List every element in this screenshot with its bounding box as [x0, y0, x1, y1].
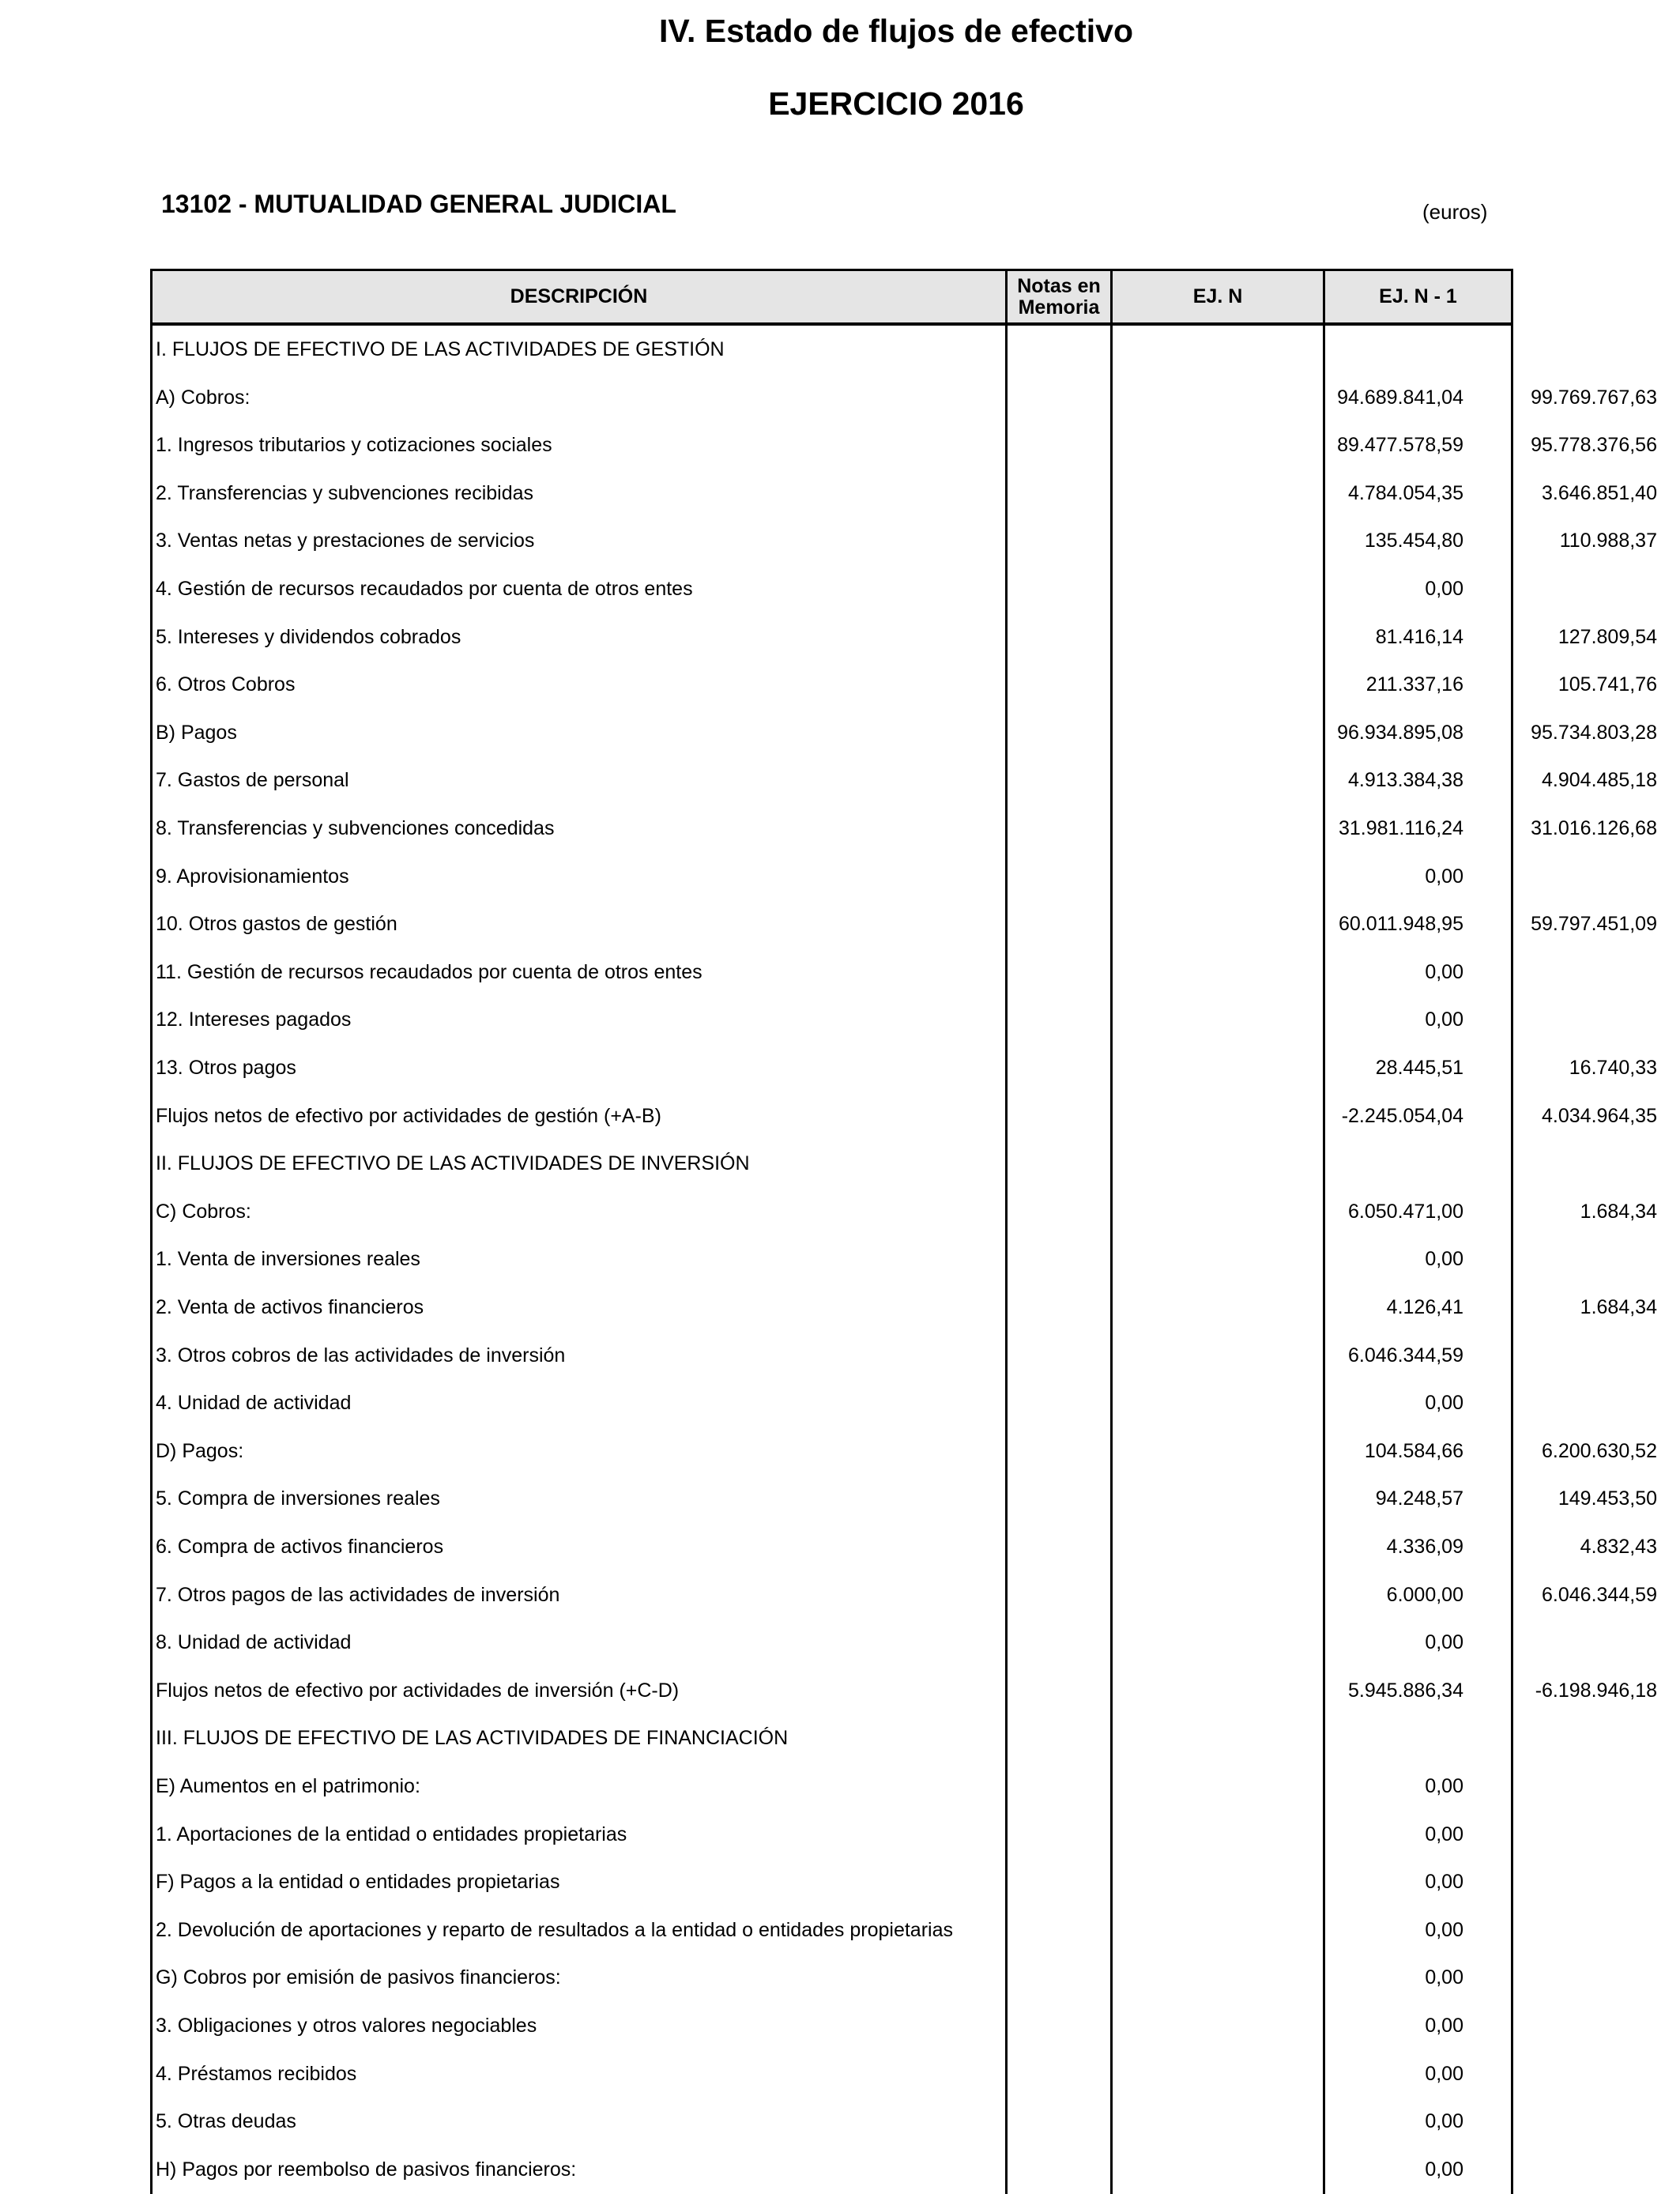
table-row [150, 1284, 1657, 1331]
row-description: D) Pagos: [156, 1439, 244, 1462]
row-description: 13. Otros pagos [156, 1057, 296, 1079]
row-value-ej-n: 0,00 [1425, 2110, 1463, 2133]
row-value-ej-n1 [1320, 2146, 1657, 2193]
row-value-ej-n1 [1320, 565, 1657, 613]
row-value-ej-n1 [1320, 948, 1657, 996]
row-value-ej-n: 60.011.948,95 [1338, 913, 1463, 936]
row-description: 3. Obligaciones y otros valores negociables [156, 2015, 537, 2037]
row-value-ej-n1 [1320, 326, 1657, 373]
row-value-ej-n: 94.689.841,04 [1337, 386, 1463, 409]
row-description: E) Aumentos en el patrimonio: [156, 1775, 420, 1797]
row-value-ej-n1: 99.769.767,63 [1531, 386, 1657, 409]
table-row [150, 613, 1657, 661]
row-value-ej-n1 [1320, 1811, 1657, 1858]
row-value-ej-n: 0,00 [1425, 1631, 1463, 1654]
row-description: 4. Préstamos recibidos [156, 2062, 357, 2085]
row-value-ej-n: 6.000,00 [1386, 1583, 1463, 1606]
row-description: 8. Unidad de actividad [156, 1631, 352, 1654]
table-row [150, 1906, 1513, 1954]
row-value-ej-n1: 3.646.851,40 [1542, 481, 1657, 504]
row-value-ej-n: 81.416,14 [1375, 625, 1463, 648]
header-notes-line2: Memoria [1018, 296, 1100, 319]
table-row [150, 805, 1657, 852]
table-row [150, 1523, 1657, 1570]
row-description: 1. Aportaciones de la entidad o entidades propietarias [156, 1823, 627, 1845]
row-value-ej-n: 4.913.384,38 [1348, 769, 1463, 792]
row-value-ej-n1: 31.016.126,68 [1531, 817, 1657, 839]
row-description: 11. Gestión de recursos recaudados por cuenta de otros entes [156, 960, 703, 983]
row-value-ej-n: -2.245.054,04 [1341, 1104, 1463, 1127]
row-value-ej-n: 0,00 [1425, 2062, 1463, 2085]
row-description: II. FLUJOS DE EFECTIVO DE LAS ACTIVIDADES DE INVERSIÓN [156, 1152, 750, 1175]
row-value-ej-n1 [1320, 1140, 1657, 1187]
row-description: I. FLUJOS DE EFECTIVO DE LAS ACTIVIDADES DE GESTIÓN [156, 338, 725, 360]
row-value-ej-n1: 6.046.344,59 [1542, 1583, 1657, 1606]
row-value-ej-n: 0,00 [1425, 1871, 1463, 1894]
row-value-ej-n1 [1320, 2098, 1657, 2145]
table-row [150, 1475, 1657, 1522]
row-description: F) Pagos a la entidad o entidades propietarias [156, 1871, 560, 1894]
table-row [150, 1858, 1513, 1906]
row-value-ej-n1: 110.988,37 [1559, 530, 1657, 552]
row-value-ej-n: 135.454,80 [1364, 530, 1463, 552]
row-value-ej-n1: 127.809,54 [1558, 625, 1657, 648]
row-value-ej-n: 211.337,16 [1365, 673, 1463, 696]
row-value-ej-n: 96.934.895,08 [1337, 721, 1463, 744]
row-value-ej-n1: 4.034.964,35 [1542, 1104, 1657, 1127]
table-row [150, 1571, 1657, 1619]
table-row [150, 2050, 1513, 2098]
row-description: 1. Venta de inversiones reales [156, 1248, 420, 1271]
row-value-ej-n: 4.784.054,35 [1348, 481, 1463, 504]
row-description: 2. Venta de activos financieros [156, 1296, 424, 1318]
row-value-ej-n1 [1320, 996, 1657, 1043]
table-row [150, 1619, 1513, 1666]
row-value-ej-n1: 59.797.451,09 [1531, 913, 1657, 936]
table-row [150, 853, 1513, 900]
table-row [150, 1379, 1513, 1427]
row-description: 8. Transferencias y subvenciones concedidas [156, 817, 555, 839]
row-value-ej-n1 [1320, 1762, 1657, 1810]
row-description: 6. Otros Cobros [156, 673, 296, 696]
row-description: 2. Devolución de aportaciones y reparto de resultados a la entidad o entidades propietarias [156, 1918, 953, 1941]
table-row [150, 2146, 1513, 2193]
table-row [150, 709, 1657, 756]
row-value-ej-n: 4.336,09 [1386, 1536, 1463, 1558]
row-value-ej-n: 0,00 [1425, 2158, 1463, 2181]
row-value-ej-n: 0,00 [1425, 1823, 1463, 1845]
row-description: 2. Transferencias y subvenciones recibidas [156, 481, 534, 504]
table-row [150, 565, 1513, 613]
row-value-ej-n1: 95.734.803,28 [1531, 721, 1657, 744]
row-value-ej-n1 [1320, 1332, 1657, 1379]
row-value-ej-n1: 149.453,50 [1558, 1487, 1657, 1510]
page-title: IV. Estado de flujos de efectivo [659, 13, 1133, 49]
row-description: 5. Intereses y dividendos cobrados [156, 625, 461, 648]
table-row [150, 2002, 1513, 2049]
row-description: H) Pagos por reembolso de pasivos financieros: [156, 2158, 577, 2181]
row-value-ej-n: 0,00 [1425, 2015, 1463, 2037]
row-value-ej-n1: 4.832,43 [1580, 1536, 1657, 1558]
row-value-ej-n1 [1320, 1379, 1657, 1427]
table-row [150, 1235, 1513, 1283]
row-value-ej-n: 94.248,57 [1375, 1487, 1463, 1510]
header-notes-line1: Notas en [1017, 274, 1101, 297]
row-value-ej-n1 [1320, 2002, 1657, 2049]
row-description: 5. Otras deudas [156, 2110, 296, 2133]
row-description: 4. Gestión de recursos recaudados por cuenta de otros entes [156, 578, 693, 600]
table-row [150, 517, 1657, 564]
row-value-ej-n1: 95.778.376,56 [1531, 434, 1657, 457]
row-value-ej-n1 [1320, 1235, 1657, 1283]
table-row [150, 2098, 1513, 2145]
row-description: 6. Compra de activos financieros [156, 1536, 444, 1558]
header-description: DESCRIPCIÓN [510, 285, 648, 308]
row-value-ej-n: 0,00 [1425, 1248, 1463, 1271]
row-value-ej-n1: 1.684,34 [1580, 1296, 1657, 1318]
row-value-ej-n: 0,00 [1425, 578, 1463, 600]
table-row [150, 1188, 1657, 1235]
row-value-ej-n1: -6.198.946,18 [1535, 1679, 1657, 1702]
row-value-ej-n1: 105.741,76 [1558, 673, 1657, 696]
row-value-ej-n: 6.050.471,00 [1348, 1200, 1463, 1223]
row-description: 9. Aprovisionamientos [156, 865, 349, 888]
row-value-ej-n1 [1320, 1954, 1657, 2001]
table-row [150, 1140, 1513, 1187]
row-value-ej-n: 6.046.344,59 [1348, 1344, 1463, 1367]
table-row [150, 1762, 1513, 1810]
row-value-ej-n: 4.126,41 [1386, 1296, 1463, 1318]
table-row [150, 756, 1657, 804]
table-row [150, 1667, 1657, 1714]
row-value-ej-n1 [1320, 853, 1657, 900]
row-value-ej-n1 [1320, 1906, 1657, 1954]
table-row [150, 1954, 1513, 2001]
row-value-ej-n: 89.477.578,59 [1337, 434, 1463, 457]
row-value-ej-n: 0,00 [1425, 1008, 1463, 1031]
table-row [150, 996, 1513, 1043]
row-description: 7. Otros pagos de las actividades de inversión [156, 1583, 560, 1606]
table-row [150, 1044, 1657, 1091]
row-description: G) Cobros por emisión de pasivos financieros: [156, 1966, 561, 1989]
table-row [150, 948, 1513, 996]
row-description: 5. Compra de inversiones reales [156, 1487, 440, 1510]
row-description: 10. Otros gastos de gestión [156, 913, 397, 936]
row-value-ej-n1: 1.684,34 [1580, 1200, 1657, 1223]
table-row [150, 1427, 1657, 1475]
row-value-ej-n1 [1320, 1858, 1657, 1906]
row-value-ej-n: 0,00 [1425, 1966, 1463, 1989]
header-ej-n1: EJ. N - 1 [1379, 285, 1457, 308]
table-row [150, 374, 1657, 421]
row-description: 3. Ventas netas y prestaciones de servicios [156, 530, 535, 552]
row-value-ej-n1 [1320, 1714, 1657, 1762]
currency-units: (euros) [1422, 200, 1488, 224]
table-row [150, 1811, 1513, 1858]
table-row [150, 900, 1657, 948]
table-row [150, 661, 1657, 708]
row-description: Flujos netos de efectivo por actividades de inversión (+C-D) [156, 1679, 680, 1702]
row-value-ej-n: 104.584,66 [1364, 1439, 1463, 1462]
table-row [150, 1332, 1513, 1379]
row-description: 1. Ingresos tributarios y cotizaciones sociales [156, 434, 552, 457]
entity-name: 13102 - MUTUALIDAD GENERAL JUDICIAL [161, 190, 676, 218]
row-description: 3. Otros cobros de las actividades de inversión [156, 1344, 566, 1367]
row-value-ej-n: 31.981.116,24 [1338, 817, 1463, 839]
table-row [150, 1092, 1657, 1140]
row-value-ej-n: 0,00 [1425, 1392, 1463, 1415]
row-value-ej-n: 0,00 [1425, 865, 1463, 888]
row-description: C) Cobros: [156, 1200, 251, 1223]
row-value-ej-n1: 16.740,33 [1569, 1057, 1657, 1079]
row-description: 4. Unidad de actividad [156, 1392, 352, 1415]
row-description: 7. Gastos de personal [156, 769, 349, 792]
row-value-ej-n: 5.945.886,34 [1348, 1679, 1463, 1702]
table-row [150, 326, 1513, 373]
row-value-ej-n: 28.445,51 [1375, 1057, 1463, 1079]
row-value-ej-n1: 6.200.630,52 [1542, 1439, 1657, 1462]
fiscal-year-title: EJERCICIO 2016 [768, 85, 1024, 122]
row-value-ej-n: 0,00 [1425, 960, 1463, 983]
row-description: III. FLUJOS DE EFECTIVO DE LAS ACTIVIDADES DE FINANCIACIÓN [156, 1727, 789, 1750]
table-row [150, 1714, 1513, 1762]
row-description: A) Cobros: [156, 386, 250, 409]
row-description: Flujos netos de efectivo por actividades de gestión (+A-B) [156, 1104, 661, 1127]
table-row [150, 469, 1657, 517]
header-ej-n: EJ. N [1192, 285, 1243, 308]
row-description: 12. Intereses pagados [156, 1008, 352, 1031]
row-description: B) Pagos [156, 721, 237, 744]
table-row [150, 421, 1657, 469]
row-value-ej-n: 0,00 [1425, 1918, 1463, 1941]
row-value-ej-n1 [1320, 2050, 1657, 2098]
row-value-ej-n1: 4.904.485,18 [1542, 769, 1657, 792]
row-value-ej-n1 [1320, 1619, 1657, 1666]
row-value-ej-n: 0,00 [1425, 1775, 1463, 1797]
